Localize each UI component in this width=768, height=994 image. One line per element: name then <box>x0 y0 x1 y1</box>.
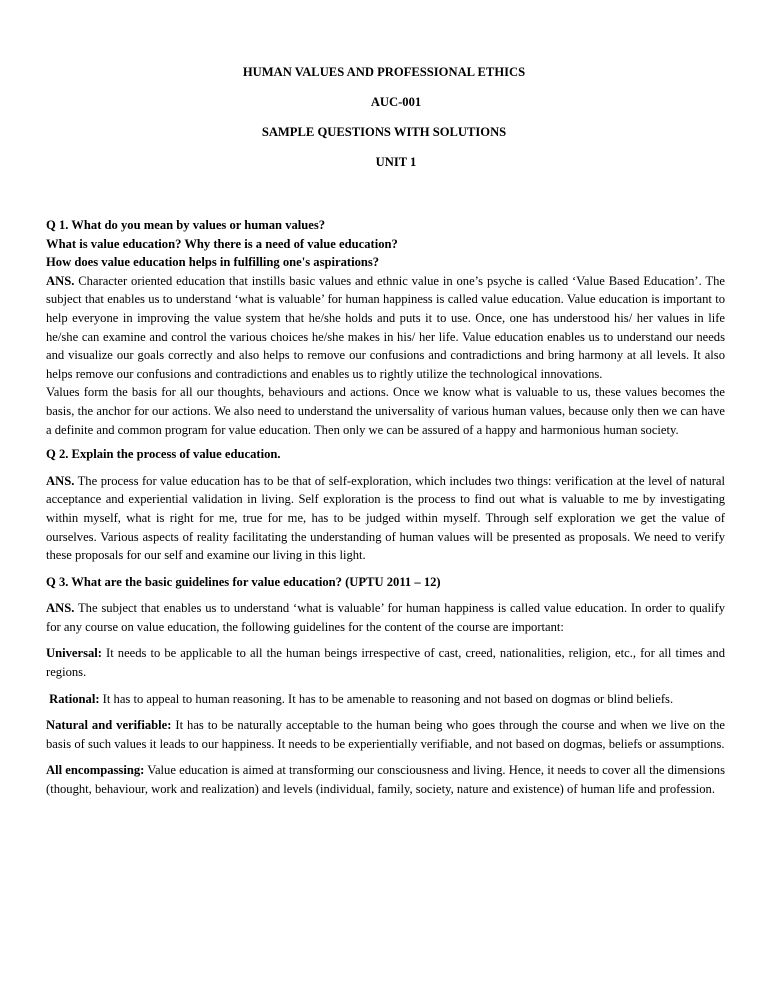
guideline-text: It has to be naturally acceptable to the human being who goes through the course and when we live on the basis of such values it leads to our happiness. It needs to be experientially verifiable, and not based on dogmas, beliefs or assumptions. <box>46 718 725 751</box>
q3-answer <box>46 599 725 636</box>
guideline-all-encompassing <box>46 761 725 798</box>
guideline-term: Rational: <box>49 691 100 706</box>
guideline-rational <box>46 690 725 709</box>
guideline-text: It needs to be applicable to all the human beings irrespective of cast, creed, nationalities, religion, etc., for all times and regions. <box>46 646 725 680</box>
q3-answer-text: The subject that enables us to understand ‘what is valuable’ for human happiness is called value education. In order to qualify for any course on value education, the following guidelines for the content of the course are important: <box>46 601 725 634</box>
course-code: AUC-001 <box>370 95 422 109</box>
guideline-text: It has to appeal to human reasoning. It has to be amenable to reasoning and not based on dogmas or blind beliefs. <box>99 691 674 706</box>
q2-answer-label: ANS. <box>46 473 75 488</box>
document-subtitle: SAMPLE QUESTIONS WITH SOLUTIONS <box>261 125 507 139</box>
guideline-term: All encompassing: <box>46 763 145 778</box>
document-body <box>46 216 725 799</box>
q2-answer-text: The process for value education has to be that of self-exploration, which includes two things: verification at the level of natural acceptance and experiential validation in living. Self exploration is the process to find out what is valuable to me by investigating within myself, what is right for me, true for me, has to be judged within myself. Through self exploration we get the value of ourselves. Various aspects of reality facilitating the understanding of human values will be presented as proposals. We need to verify these proposals for our self and examine our living in this light. <box>46 473 725 563</box>
q1-answer-label: ANS. <box>46 273 75 288</box>
q1-line-3: How does value education helps in fulfilling one's aspirations? <box>46 255 380 270</box>
q1-answer-paragraph-2: Values form the basis for all our thoughts, behaviours and actions. Once we know what is valuable to us, these values becomes the basis, the anchor for our actions. We also need to understand the universality of various human values, because only then we can have a definite and common program for value education. Then only we can be assured of a happy and harmonious human society. <box>46 385 725 437</box>
q1-line-1: Q 1. What do you mean by values or human values? <box>46 218 326 232</box>
q3-question: Q 3. What are the basic guidelines for value education? (UPTU 2011 – 12) <box>46 574 441 589</box>
guideline-universal <box>46 644 725 681</box>
document-title: HUMAN VALUES AND PROFESSIONAL ETHICS <box>242 65 526 79</box>
guideline-natural-verifiable <box>46 716 725 753</box>
q1-answer-text-1: Character oriented education that instills basic values and ethnic value in one’s psyche is called ‘Value Based Education’. The subject that enables us to understand ‘what is valuable’ for human happiness is called value education. Value education is important to help everyone in improving the value system that he/she holds and puts it to use. Once, one has understood his/ her values in life he/she can examine and control the various choices he/she makes in his/ her life. Value education enables us to understand our needs and visualize our goals correctly and also helps to remove our confusions and contradictions and bring harmony at all levels. It also helps remove our confusions and contradictions and enables us to rightly utilize the technological innovations. <box>46 273 725 381</box>
guideline-term: Natural and verifiable: <box>46 718 172 733</box>
q1-answer-paragraph-1 <box>46 272 725 384</box>
guideline-term: Universal: <box>46 646 102 661</box>
q2-question: Q 2. Explain the process of value education. <box>46 447 281 462</box>
q3-answer-label: ANS. <box>46 601 75 616</box>
q1-line-2: What is value education? Why there is a need of value education? <box>46 236 398 251</box>
q2-answer <box>46 472 725 565</box>
unit-heading: UNIT 1 <box>375 155 417 169</box>
guideline-text: Value education is aimed at transforming our consciousness and living. Hence, it needs to cover all the dimensions (thought, behaviour, work and realization) and levels (individual, family, society, nature and existence) of human life and profession. <box>46 763 725 797</box>
